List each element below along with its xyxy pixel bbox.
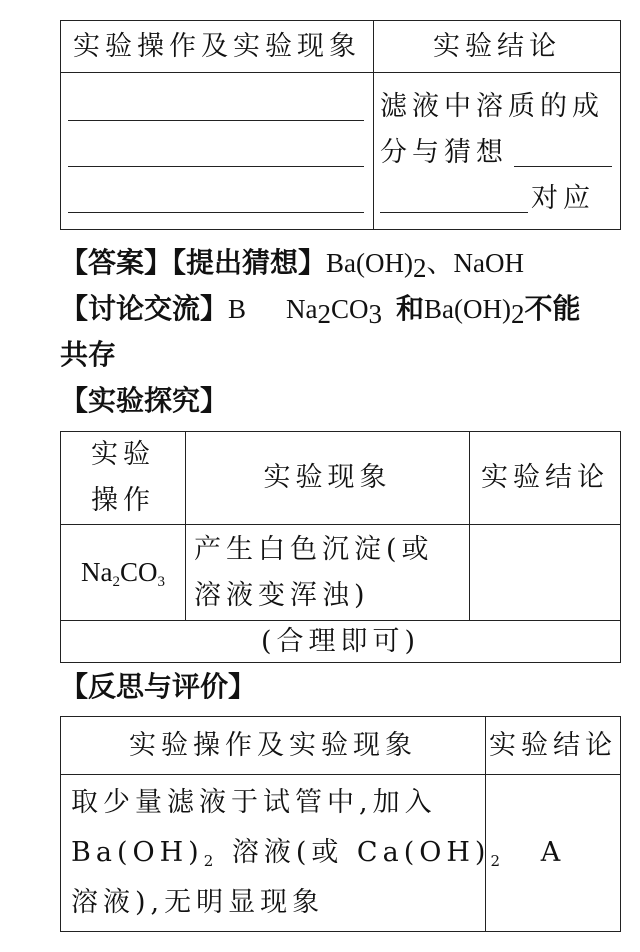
reflect-heading [60, 664, 256, 710]
table3-header-conclusion: 实验结论 [486, 717, 621, 775]
operation-line-3: 溶液),无明显现象 [71, 887, 325, 918]
discussion-baoh: Ba(OH) [424, 294, 512, 324]
table3-header-operation: 实验操作及实验现象 [61, 717, 486, 775]
reflect-label: 【反思与评价】 [60, 670, 257, 703]
answer-label: 【答案】 [60, 246, 173, 279]
subscript: 3 [157, 574, 165, 590]
hypothesis-label: 【提出猜想】 [172, 246, 327, 279]
table2-note: (合理即可) [61, 621, 621, 663]
subscript: 2 [490, 852, 505, 870]
table1-header-operation: 实验操作及实验现象 [61, 21, 374, 73]
table2-reagent-cell [61, 525, 186, 621]
discussion-line-2 [60, 332, 116, 378]
explore-heading [60, 378, 228, 424]
operation-baoh: Ba(OH) [71, 837, 204, 868]
hypothesis-tail: 、NaOH [426, 248, 524, 278]
hypothesis-subscript: 2 [413, 253, 427, 283]
table1-blank-operation-cell [61, 73, 374, 230]
discussion-na2co3-b: CO [331, 294, 369, 324]
table2-header-operation-line2: 操作 [91, 485, 155, 516]
subscript: 2 [203, 852, 219, 870]
table3-conclusion-cell: A [486, 775, 621, 932]
explore-label: 【实验探究】 [60, 384, 229, 417]
answer-line [60, 240, 524, 286]
operation-caoh: 溶液(或 Ca(OH) [218, 837, 491, 868]
table1-conclusion-line-3: 对应 [531, 183, 595, 214]
table1-header-conclusion: 实验结论 [374, 21, 621, 73]
subscript: 2 [112, 574, 120, 590]
phenomenon-line-1: 产生白色沉淀(或 [194, 533, 434, 565]
phenomenon-line-2: 溶液变浑浊) [194, 579, 370, 611]
discussion-line [60, 286, 581, 332]
answer-blank-line [68, 212, 364, 213]
table2-header-operation [61, 432, 186, 525]
discussion-and: 和 [396, 292, 425, 325]
subscript: 2 [317, 299, 332, 329]
answer-blank-line [514, 166, 612, 167]
reagent-co: CO [119, 557, 158, 587]
table-2 [60, 431, 621, 663]
reagent-na: Na [81, 557, 113, 587]
table2-header-conclusion: 实验结论 [470, 432, 621, 525]
discussion-continued: 共存 [60, 338, 117, 371]
table-3 [60, 716, 621, 932]
table3-operation-cell [61, 775, 505, 932]
hypothesis-formula: Ba(OH) [326, 248, 414, 278]
table1-conclusion-line-2: 分与猜想 [380, 137, 508, 168]
table2-conclusion-cell [470, 525, 621, 621]
discussion-label: 【讨论交流】 [60, 292, 229, 325]
answer-blank-line [380, 212, 528, 213]
answer-blank-line [68, 120, 364, 121]
table2-header-phenomenon: 实验现象 [186, 432, 470, 525]
table2-phenomenon-cell [186, 525, 470, 621]
table1-conclusion-line-1: 滤液中溶质的成 [380, 91, 604, 122]
discussion-tail: 不能 [524, 292, 581, 325]
discussion-na2co3: Na [286, 294, 318, 324]
operation-line-2 [71, 828, 505, 878]
operation-line-1: 取少量滤液于试管中,加入 [71, 787, 437, 818]
subscript: 3 [368, 299, 383, 329]
subscript: 2 [511, 299, 525, 329]
answer-blank-line [68, 166, 364, 167]
table2-header-operation-line1: 实验 [91, 439, 155, 470]
discussion-choice: B [228, 294, 247, 324]
